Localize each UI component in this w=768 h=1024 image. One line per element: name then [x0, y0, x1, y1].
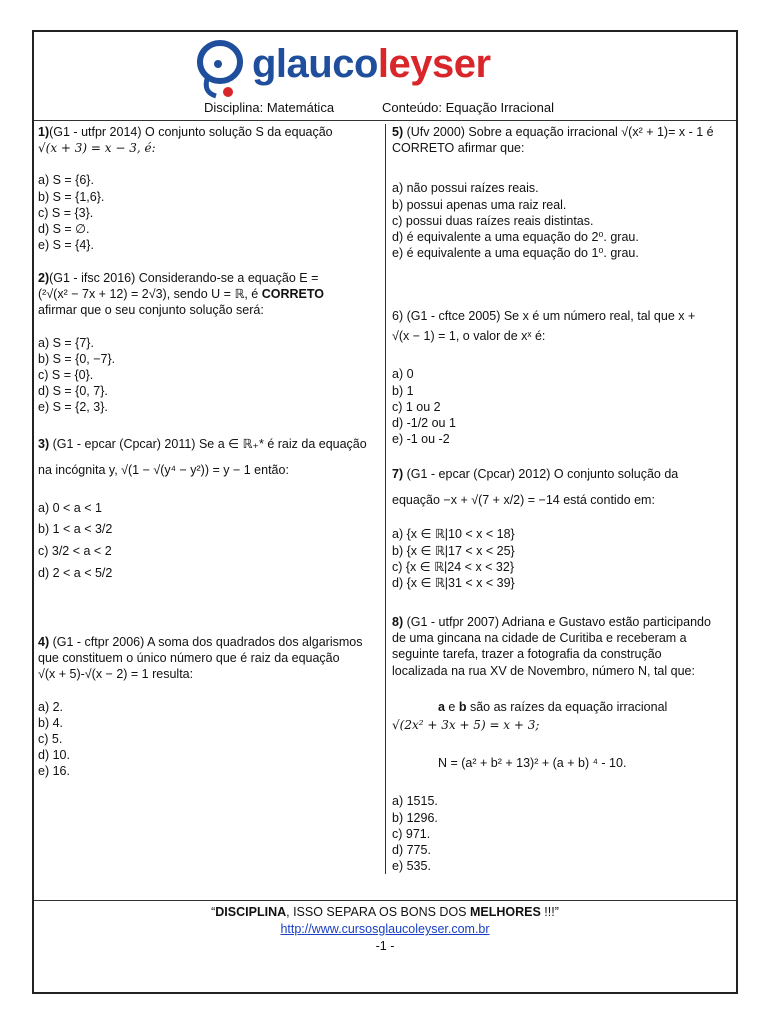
q7-stem-1: (G1 - epcar (Cpcar) 2012) O conjunto solução da	[403, 467, 679, 481]
site-link[interactable]: http://www.cursosglaucoleyser.com.br	[280, 922, 490, 936]
q5-number: 5)	[392, 125, 404, 139]
q2-option-a: a) S = {7}.	[38, 335, 94, 350]
q8-option-b: b) 1296.	[392, 810, 438, 825]
content-label: Conteúdo: Equação Irracional	[382, 100, 555, 115]
q7-option-c: c) {x ∈ ℝ|24 < x < 32}	[392, 559, 515, 574]
q6-stem-2: √(x − 1) = 1, o valor de xˣ é:	[392, 329, 546, 344]
page-frame	[32, 30, 738, 994]
q8-option-e: e) 535.	[392, 859, 431, 874]
column-divider	[385, 124, 386, 874]
question-6	[392, 308, 732, 447]
logo-text	[252, 42, 491, 87]
question-7	[392, 466, 732, 591]
question-2	[38, 270, 378, 416]
q2-option-c: c) S = {0}.	[38, 368, 94, 383]
q6-option-d: d) -1/2 ou 1	[392, 416, 456, 431]
q4-stem-1: (G1 - cftpr 2006) A soma dos quadrados dos algarismos	[49, 635, 363, 649]
q8-number: 8)	[392, 615, 404, 629]
footer-divider	[34, 900, 736, 901]
q1-equation: √(x + 3) = x − 3, é:	[38, 141, 156, 156]
logo-emblem-icon	[194, 36, 254, 106]
logo-text-glauco: glauco	[252, 42, 378, 86]
quote-disciplina: DISCIPLINA	[215, 905, 287, 919]
q4-option-a: a) 2.	[38, 699, 64, 714]
q8-condition: são as raízes da equação irracional	[466, 699, 668, 714]
question-4	[38, 634, 378, 780]
q8-stem-2: de uma gincana na cidade de Curitiba e receberam a	[392, 631, 687, 646]
quote-open: “	[211, 905, 216, 919]
q7-stem-2: equação −x + √(7 + x/2) = −14 está contido em:	[392, 493, 655, 508]
q5-option-c: c) possui duas raízes reais distintas.	[392, 213, 594, 228]
q6-option-a: a) 0	[392, 367, 414, 382]
question-3	[38, 436, 378, 581]
q2-correto: CORRETO	[261, 287, 325, 302]
q3-number: 3)	[38, 437, 50, 451]
q8-root-b: b	[458, 699, 467, 714]
q3-option-c: c) 3/2 < a < 2	[38, 543, 112, 558]
q6-stem-1: 6) (G1 - cftce 2005) Se x é um número real, tal que x +	[392, 309, 696, 323]
footer-quote	[34, 904, 736, 921]
q5-option-e: e) é equivalente a uma equação do 1⁰. grau.	[392, 246, 639, 261]
logo-text-leyser: leyser	[377, 42, 491, 86]
q4-option-e: e) 16.	[38, 764, 70, 779]
question-5	[392, 124, 732, 261]
q8-stem-4: localizada na rua XV de Novembro, número N, tal que:	[392, 663, 695, 678]
q8-stem-1: (G1 - utfpr 2007) Adriana e Gustavo estão participando	[403, 615, 711, 629]
glaucoleyser-logo	[194, 36, 584, 106]
q6-option-e: e) -1 ou -2	[392, 432, 450, 447]
q4-stem-2: que constituem o único número que é raiz da equação	[38, 651, 340, 666]
q8-option-d: d) 775.	[392, 843, 431, 858]
q2-option-b: b) S = {0, −7}.	[38, 351, 116, 366]
q2-stem-1: (G1 - ifsc 2016) Considerando-se a equação E =	[49, 271, 319, 285]
q3-stem-1: (G1 - epcar (Cpcar) 2011) Se a ∈ ℝ₊* é raiz da equação	[49, 437, 367, 451]
footer	[34, 904, 736, 955]
q8-root-a: a	[438, 699, 445, 714]
q4-number: 4)	[38, 635, 50, 649]
q1-option-b: b) S = {1,6}.	[38, 189, 105, 204]
q6-option-c: c) 1 ou 2	[392, 399, 441, 414]
q4-stem-3: √(x + 5)-√(x − 2) = 1 resulta:	[38, 667, 194, 682]
quote-melhores: MELHORES	[469, 905, 541, 919]
page-number: -1 -	[375, 939, 395, 953]
q5-option-b: b) possui apenas uma raiz real.	[392, 197, 567, 212]
q4-option-d: d) 10.	[38, 748, 70, 763]
q1-option-c: c) S = {3}.	[38, 205, 94, 220]
q8-formula: N = (a² + b² + 13)² + (a + b) ⁴ - 10.	[438, 756, 627, 771]
q8-and: e	[444, 699, 459, 714]
q2-stem-3: afirmar que o seu conjunto solução será:	[38, 303, 264, 318]
q5-stem-1: (Ufv 2000) Sobre a equação irracional √(x² + 1)= x - 1 é	[403, 125, 714, 139]
q8-stem-3: seguinte tarefa, trazer a fotografia da construção	[392, 647, 662, 662]
q1-number: 1)	[38, 125, 50, 139]
q2-option-e: e) S = {2, 3}.	[38, 400, 108, 415]
q2-option-d: d) S = {0, 7}.	[38, 384, 108, 399]
q5-option-d: d) é equivalente a uma equação do 2⁰. grau.	[392, 230, 639, 245]
q5-stem-2: CORRETO afirmar que:	[392, 141, 525, 156]
q8-option-c: c) 971.	[392, 826, 431, 841]
q4-option-c: c) 5.	[38, 732, 63, 747]
subtitle-bar	[34, 100, 740, 118]
q3-stem-2: na incógnita y, √(1 − √(y⁴ − y²)) = y − 1 então:	[38, 463, 289, 478]
q1-option-e: e) S = {4}.	[38, 238, 94, 253]
q7-option-b: b) {x ∈ ℝ|17 < x < 25}	[392, 543, 515, 558]
q3-option-b: b) 1 < a < 3/2	[38, 521, 113, 536]
discipline-label: Disciplina: Matemática	[204, 100, 335, 115]
q4-option-b: b) 4.	[38, 715, 64, 730]
q7-number: 7)	[392, 467, 404, 481]
q6-option-b: b) 1	[392, 383, 414, 398]
q5-option-a: a) não possui raízes reais.	[392, 181, 539, 196]
q2-number: 2)	[38, 271, 50, 285]
q1-stem: (G1 - utfpr 2014) O conjunto solução S da equação	[49, 125, 333, 139]
quote-end: !!!”	[540, 905, 559, 919]
q2-stem-2: (²√(x² − 7x + 12) = 2√3), sendo U = ℝ, é	[38, 287, 259, 302]
q1-option-d: d) S = ∅.	[38, 222, 90, 237]
question-1	[38, 124, 378, 253]
q3-option-a: a) 0 < a < 1	[38, 501, 102, 516]
q3-option-d: d) 2 < a < 5/2	[38, 566, 113, 581]
q8-option-a: a) 1515.	[392, 794, 438, 809]
q8-equation: √(2x² + 3x + 5) = x + 3;	[392, 718, 540, 733]
q7-option-a: a) {x ∈ ℝ|10 < x < 18}	[392, 527, 515, 542]
quote-middle: , ISSO SEPARA OS BONS DOS	[286, 905, 470, 919]
header-divider	[34, 120, 736, 121]
q1-option-a: a) S = {6}.	[38, 173, 94, 188]
q7-option-d: d) {x ∈ ℝ|31 < x < 39}	[392, 576, 515, 591]
question-8	[392, 614, 732, 874]
